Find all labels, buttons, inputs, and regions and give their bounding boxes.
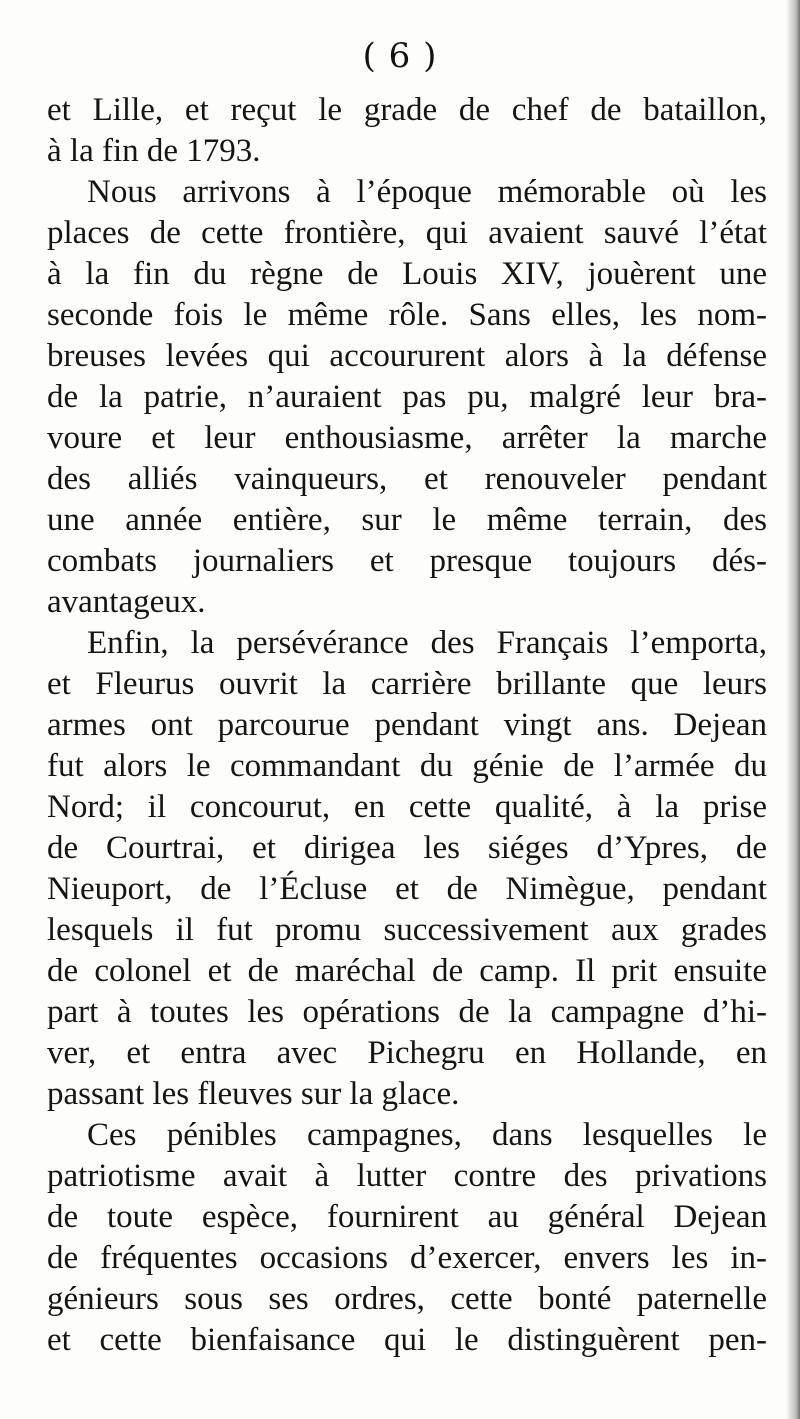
text-line: et cette bienfaisance qui le distinguèrent pen- — [47, 1322, 767, 1358]
text-line: Nieuport, de l’Écluse et de Nimègue, pendant — [47, 871, 767, 907]
text-line: génieurs sous ses ordres, cette bonté paternelle — [47, 1281, 767, 1317]
text-line: de Courtrai, et dirigea les siéges d’Ypres, de — [47, 830, 767, 866]
text-line: avantageux. — [47, 584, 206, 620]
text-line: places de cette frontière, qui avaient sauvé l’état — [47, 215, 767, 251]
text-line: fut alors le commandant du génie de l’armée du — [47, 748, 767, 784]
text-line: à la fin de 1793. — [47, 133, 261, 169]
text-line: ver, et entra avec Pichegru en Hollande, en — [47, 1035, 767, 1071]
text-line: combats journaliers et presque toujours dés- — [47, 543, 767, 579]
text-line: de toute espèce, fournirent au général Dejean — [47, 1199, 767, 1235]
text-line: armes ont parcourue pendant vingt ans. Dejean — [47, 707, 767, 743]
text-line: seconde fois le même rôle. Sans elles, les nom- — [47, 297, 767, 333]
page-edge-shadow — [786, 0, 800, 1419]
text-line: de fréquentes occasions d’exercer, envers les in- — [47, 1240, 767, 1276]
text-line: voure et leur enthousiasme, arrêter la marche — [47, 420, 767, 456]
text-line: de colonel et de maréchal de camp. Il prit ensuite — [47, 953, 767, 989]
body-text — [47, 90, 767, 1361]
text-line: Ces pénibles campagnes, dans lesquelles le — [87, 1117, 767, 1153]
text-line: patriotisme avait à lutter contre des privations — [47, 1158, 767, 1194]
text-line: et Lille, et reçut le grade de chef de bataillon, — [47, 92, 767, 128]
text-line: à la fin du règne de Louis XIV, jouèrent une — [47, 256, 767, 292]
text-line: Nous arrivons à l’époque mémorable où les — [87, 174, 767, 210]
page-number: ( 6 ) — [362, 36, 438, 76]
text-line: une année entière, sur le même terrain, des — [47, 502, 767, 538]
text-line: breuses levées qui accoururent alors à la défense — [47, 338, 767, 374]
text-line: Enfin, la persévérance des Français l’emporta, — [87, 625, 767, 661]
text-line: des alliés vainqueurs, et renouveler pendant — [47, 461, 767, 497]
text-line: Nord; il concourut, en cette qualité, à la prise — [47, 789, 767, 825]
text-line: lesquels il fut promu successivement aux grades — [47, 912, 767, 948]
text-line: part à toutes les opérations de la campagne d’hi- — [47, 994, 767, 1030]
text-line: passant les fleuves sur la glace. — [47, 1076, 460, 1112]
text-line: et Fleurus ouvrit la carrière brillante que leurs — [47, 666, 767, 702]
text-line: de la patrie, n’auraient pas pu, malgré leur bra- — [47, 379, 767, 415]
